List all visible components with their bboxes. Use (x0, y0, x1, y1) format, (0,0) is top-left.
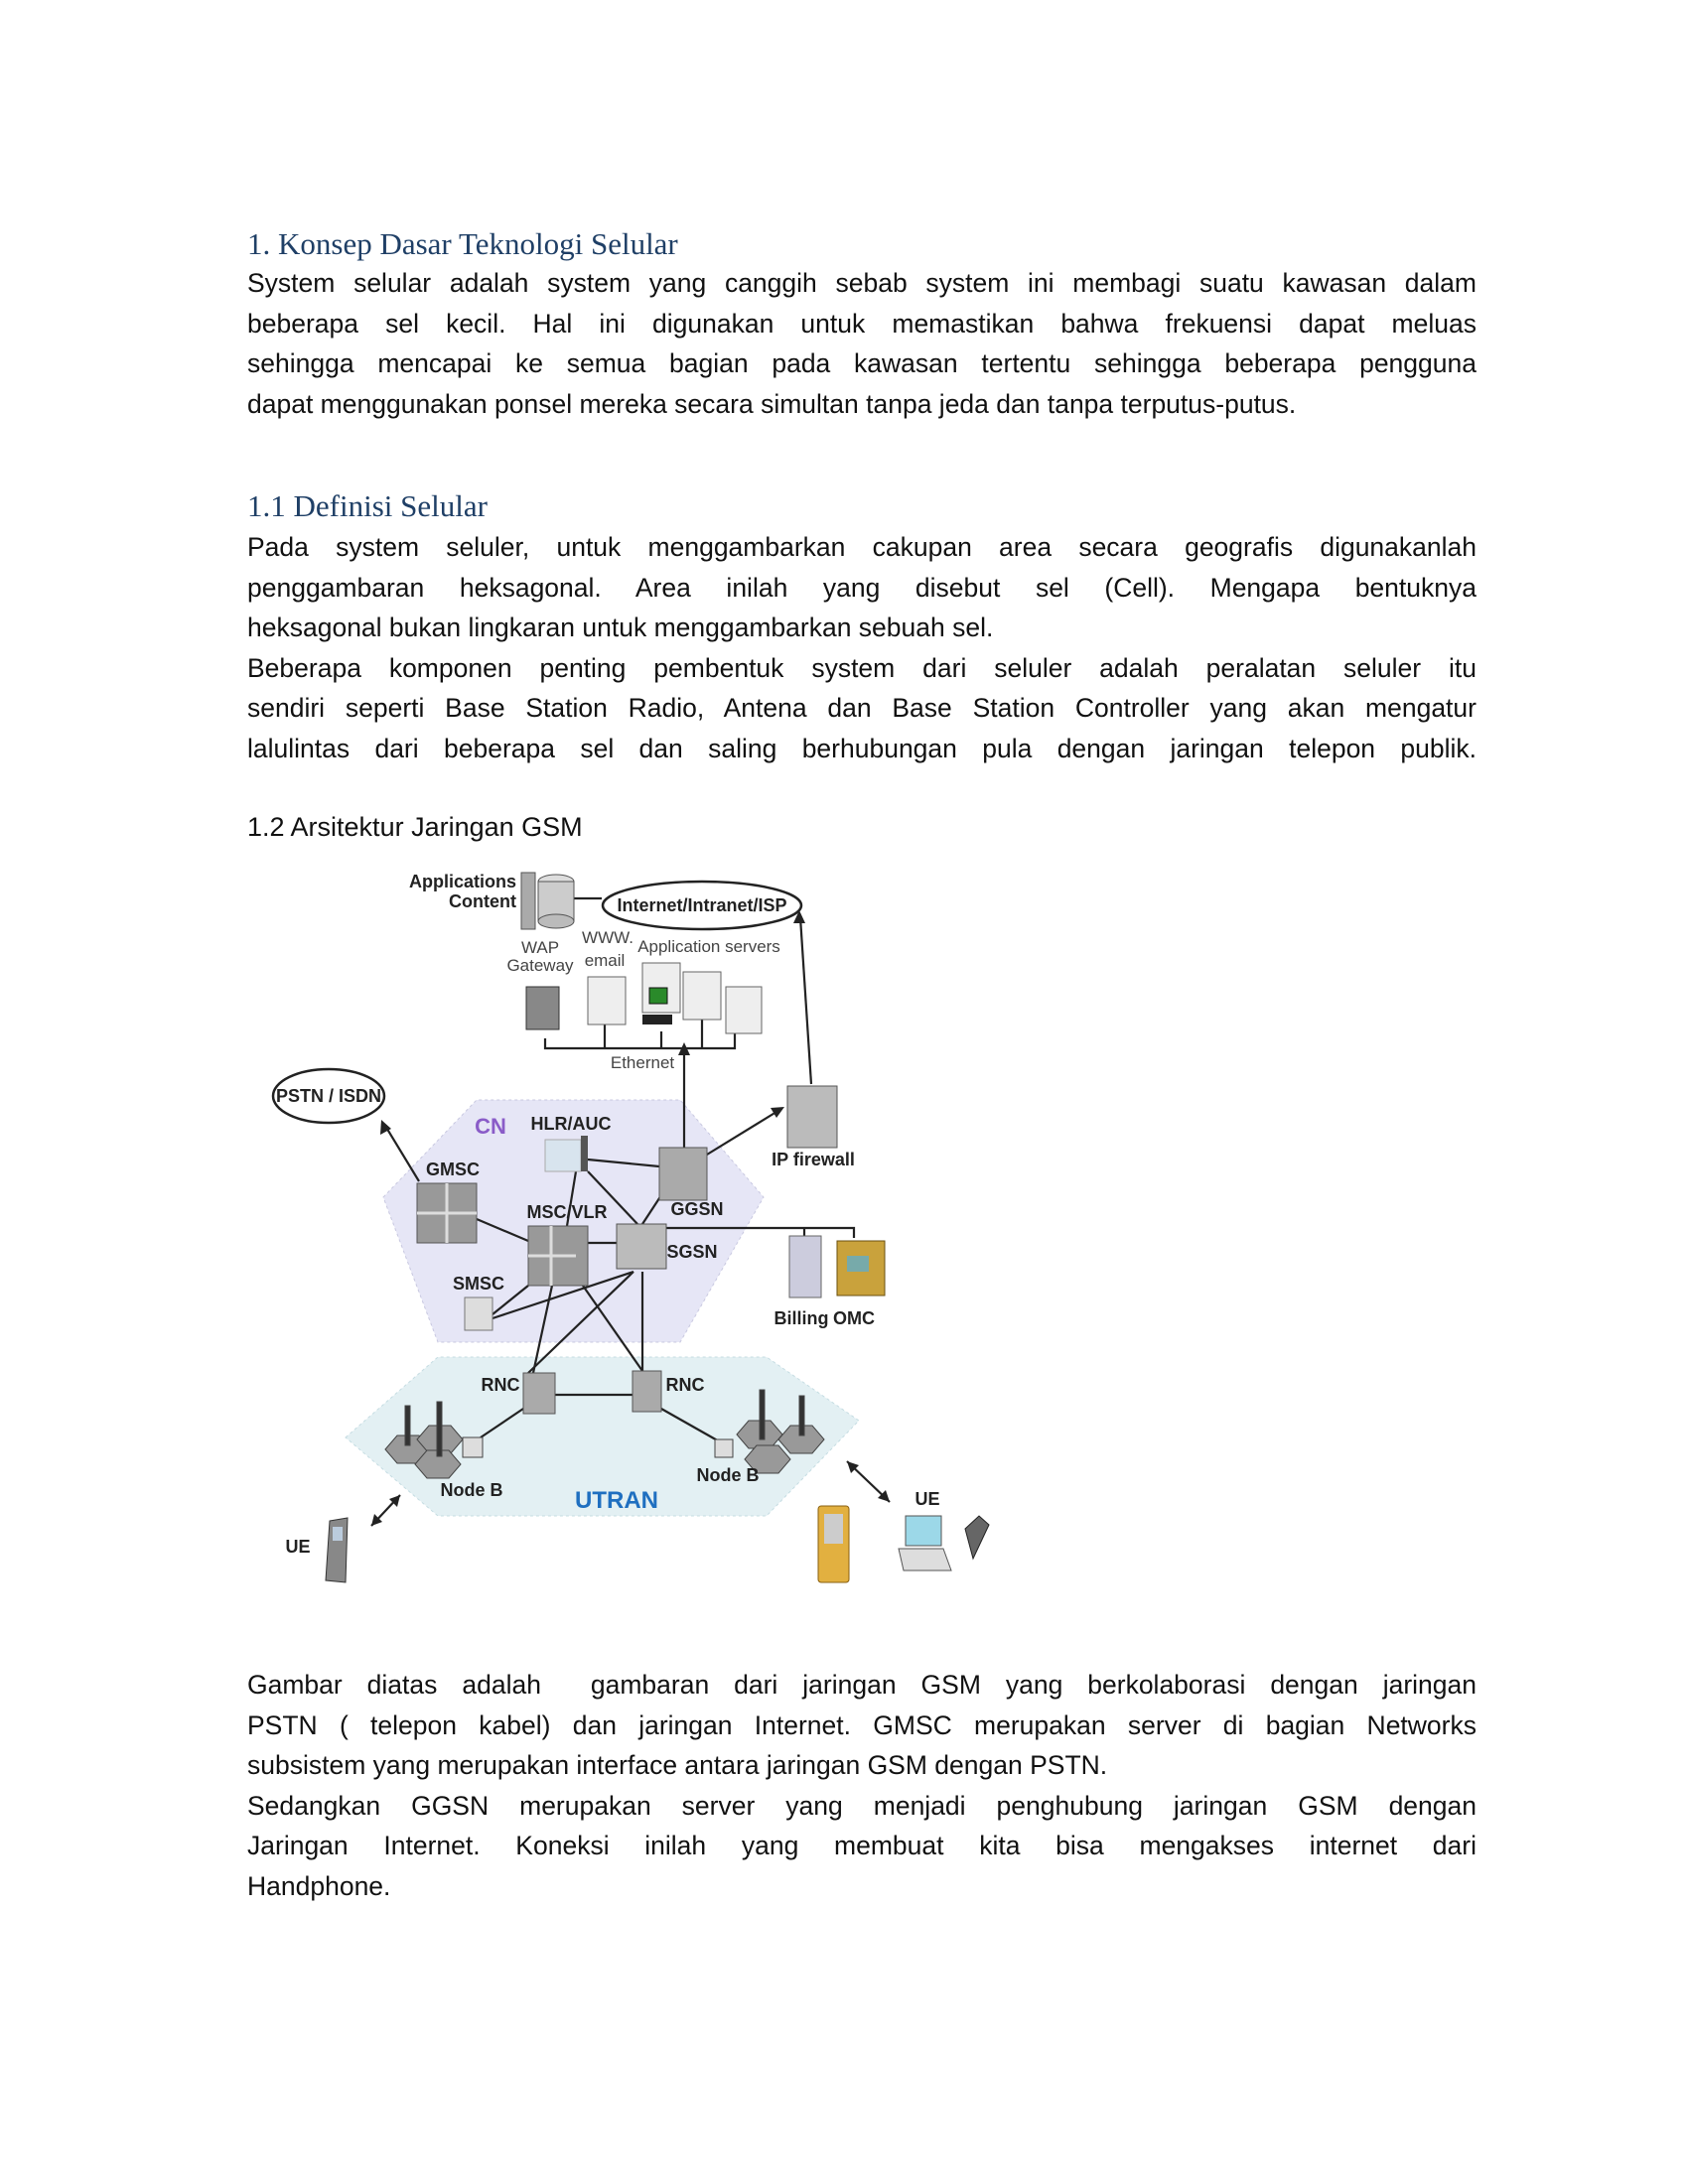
gsm-architecture-diagram (248, 844, 1192, 1588)
rnc-right-label: RNC (665, 1375, 705, 1395)
msc-label: MSC/VLR (526, 1202, 608, 1222)
node-b-left-label: Node B (440, 1480, 503, 1500)
text-line: Pada system seluler, untuk menggambarkan cakupan area secara geografis digunakanlah (247, 532, 1477, 562)
ip-firewall-label: IP firewall (772, 1150, 855, 1169)
text-line: System selular adalah system yang canggih sebab system ini membagi suatu kawasan dalam (247, 268, 1477, 298)
text-line: Handphone. (247, 1870, 391, 1901)
billing-label: Billing (774, 1308, 829, 1328)
gateway-label: Gateway (506, 956, 574, 975)
text-line: heksagonal bukan lingkaran untuk menggambarkan sebuah sel. (247, 613, 994, 643)
text-line: Sedangkan GGSN merupakan server yang menjadi penghubung jaringan GSM dengan (247, 1790, 1477, 1821)
text-line: penggambaran heksagonal. Area inilah yang disebut sel (Cell). Mengapa bentuknya (247, 572, 1477, 603)
text-line: beberapa sel kecil. Hal ini digunakan untuk memastikan bahwa frekuensi dapat meluas (247, 308, 1477, 339)
ethernet-label: Ethernet (610, 1053, 675, 1072)
application-servers-label: Application servers (637, 937, 780, 956)
text-line: subsistem yang merupakan interface antara jaringan GSM dengan PSTN. (247, 1750, 1108, 1781)
heading-definisi-selular: 1.1 Definisi Selular (247, 488, 488, 523)
email-label: email (584, 951, 626, 970)
smsc-server-icon (465, 1297, 492, 1330)
text-line: PSTN ( telepon kabel) dan jaringan Internet. GMSC merupakan server di bagian Networks (247, 1709, 1477, 1740)
laptop-icon (899, 1516, 951, 1570)
ggsn-label: GGSN (670, 1199, 724, 1219)
paragraph-penjelasan-gambar (247, 1665, 1477, 1907)
omc-workstation-icon (837, 1241, 885, 1296)
text-line: Jaringan Internet. Koneksi inilah yang membuat kita bisa mengakses internet dari (247, 1831, 1477, 1861)
rnc-left-label: RNC (481, 1375, 520, 1395)
rnc-left-icon (523, 1373, 555, 1414)
internet-cloud (603, 882, 801, 929)
wap-label: WAP (520, 938, 560, 957)
text-line: Gambar diatas adalah gambaran dari jaringan GSM yang berkolaborasi dengan jaringan (247, 1670, 1477, 1700)
heading-konsep-dasar: 1. Konsep Dasar Teknologi Selular (247, 226, 678, 261)
email-server-icon (588, 977, 626, 1024)
text-line: Beberapa komponen penting pembentuk system dari seluler adalah peralatan seluler itu (247, 652, 1477, 683)
heading-arsitektur-gsm: 1.2 Arsitektur Jaringan GSM (247, 812, 583, 842)
app-server-icon (726, 987, 762, 1033)
internet-label: Internet/Intranet/ISP (617, 895, 787, 915)
hlr-label: HLR/AUC (530, 1114, 612, 1134)
ggsn-server-icon (659, 1148, 707, 1200)
omc-label: OMC (833, 1308, 875, 1328)
node-b-right-label: Node B (696, 1465, 760, 1485)
sgsn-server-icon (617, 1224, 666, 1269)
text-line: lalulintas dari beberapa sel dan saling berhubungan pula dengan jaringan telepon publik. (247, 733, 1477, 763)
app-server-icon (683, 972, 721, 1020)
wap-gateway-server-icon (526, 987, 559, 1029)
smsc-label: SMSC (452, 1274, 505, 1294)
pda-icon (818, 1506, 849, 1582)
computer-icon (642, 963, 680, 1024)
ue-right-label: UE (914, 1489, 940, 1509)
ip-firewall-icon (787, 1086, 837, 1148)
text-line: sendiri seperti Base Station Radio, Antena dan Base Station Controller yang akan mengatur (247, 693, 1477, 724)
gmsc-server-icon (417, 1183, 477, 1243)
mobile-phone-icon (326, 1518, 348, 1582)
text-line: sehingga mencapai ke semua bagian pada kawasan tertentu sehingga beberapa pengguna (247, 348, 1477, 379)
content-label: Content (449, 891, 516, 911)
pstn-label: PSTN / ISDN (275, 1086, 382, 1106)
billing-server-icon (789, 1236, 821, 1297)
utran-label: UTRAN (575, 1487, 658, 1514)
database-icon (521, 873, 574, 929)
rnc-right-icon (633, 1371, 661, 1412)
msc-server-icon (528, 1226, 588, 1286)
usb-modem-icon (965, 1516, 989, 1559)
hlr-server-icon (545, 1136, 588, 1171)
pstn-cloud (273, 1069, 384, 1123)
applications-label: Applications (408, 872, 516, 891)
cn-label: CN (475, 1114, 506, 1139)
ue-left-label: UE (285, 1537, 311, 1557)
gmsc-label: GMSC (426, 1160, 480, 1179)
paragraph-definisi (247, 527, 1477, 769)
text-line: dapat menggunakan ponsel mereka secara simultan tanpa jeda dan tanpa terputus-putus. (247, 388, 1297, 419)
sgsn-label: SGSN (666, 1242, 718, 1262)
paragraph-konsep (247, 263, 1477, 424)
www-label: WWW. (582, 928, 633, 947)
